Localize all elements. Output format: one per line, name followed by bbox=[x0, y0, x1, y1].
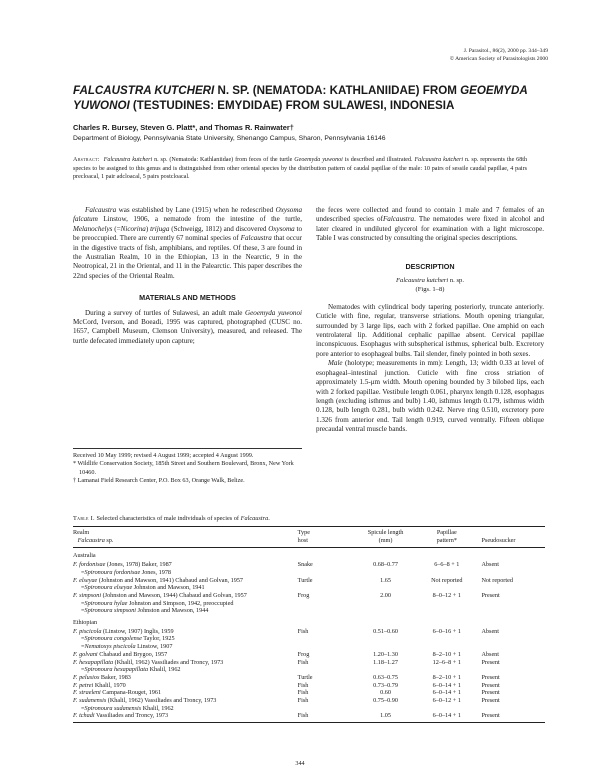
pseudosucker-cell: Not reported bbox=[481, 576, 513, 584]
genus: Nicorina bbox=[120, 224, 146, 233]
species-suffix: n. sp. bbox=[448, 277, 464, 285]
header-pseudosucker: Pseudosucker bbox=[475, 527, 545, 548]
text: . The nematodes were fixed in alcohol and later cleared in undiluted glycerol for examination with a light microscope. Table I was constructed by consulting the original species descriptions. bbox=[316, 215, 545, 243]
spicule-cell: 0.51–0.60 bbox=[373, 627, 398, 635]
genus: Oxysoma bbox=[268, 224, 295, 233]
synonym-author: Linstow, 1907 bbox=[135, 643, 173, 651]
figure-ref: (Figs. 1–8) bbox=[415, 286, 445, 294]
species: trijuga bbox=[150, 224, 170, 233]
pseudosucker-cell: Absent bbox=[481, 627, 499, 635]
header-genus: Falcaustra bbox=[77, 536, 105, 544]
realm-row bbox=[73, 615, 545, 628]
text: ) bbox=[145, 224, 151, 233]
title-host: GEOEMYDA YUWONOI bbox=[73, 84, 528, 112]
host-cell: Frog bbox=[297, 591, 310, 599]
species-cell bbox=[73, 697, 298, 705]
authors: Charles R. Bursey, Steven G. Platt*, and Thomas R. Rainwater† bbox=[73, 123, 294, 132]
synonym-eq: = bbox=[81, 643, 85, 651]
methods-continued bbox=[316, 206, 544, 244]
species-name: F. hexapapillata bbox=[73, 658, 114, 666]
methods-cont-text: the feces were collected and found to contain 1 male and 7 females of an undescribed species of bbox=[316, 206, 544, 224]
species-name: F. piscicola bbox=[73, 627, 102, 635]
synonym-eq: = bbox=[81, 607, 85, 615]
citation-line: J. Parasitol., 86(2), 2000 pp. 344–349 bbox=[463, 48, 548, 54]
affiliation: Department of Biology, Pennsylvania State University, Shenango Campus, Sharon, Pennsylvania 16146 bbox=[73, 135, 386, 142]
caption-text: Selected characteristics of male individuals of species of bbox=[94, 515, 241, 522]
host-cell: Turtle bbox=[297, 673, 313, 681]
species-cell bbox=[73, 592, 298, 600]
papillae-cell: 12–6–8 + 1 bbox=[432, 658, 461, 666]
pseudosucker-cell: Absent bbox=[481, 561, 499, 569]
synonym-species: Spironoura hexapapillata bbox=[84, 666, 149, 674]
table-row bbox=[73, 674, 545, 682]
header-papillae bbox=[418, 527, 475, 548]
table-row bbox=[73, 577, 545, 585]
spicule-cell: 0.73–0.79 bbox=[373, 681, 398, 689]
synonym-cell bbox=[73, 635, 545, 643]
text: that occur in the digestive tracts of fish, amphibians, and reptiles. Of these, 3 are found in the Australian Realm, 10 in the Ethiopian, 13 in the Nearctic, 9 in the Neotropical, 21 in the Oriental, and 11 in the Palearctic. This paper describes the 22nd species of the Oriental Realm. bbox=[73, 234, 302, 280]
table-caption bbox=[73, 515, 543, 522]
species-name: Falcaustra kutcheri bbox=[396, 277, 449, 285]
table-row bbox=[73, 682, 545, 690]
text: (= bbox=[112, 224, 121, 233]
title-text-1: N. SP. (NEMATODA: KATHLANIIDAE) FROM bbox=[214, 84, 461, 97]
spicule-cell: 1.20–1.30 bbox=[373, 650, 398, 658]
copyright-line: © American Society of Parasitologists 2000 bbox=[449, 56, 548, 62]
footnote-1: * Wildlife Conservation Society, 185th Street and Southern Boulevard, Bronx, New York 10460. bbox=[73, 460, 294, 476]
male-paragraph bbox=[316, 359, 544, 434]
species-name: F. golvani bbox=[73, 650, 98, 658]
species-name: F. straeleni bbox=[73, 689, 101, 697]
synonym-author: Khalil, 1962 bbox=[148, 666, 181, 674]
abstract-species: Falcaustra kutcheri bbox=[103, 157, 153, 163]
footnotes bbox=[73, 448, 302, 485]
synonym-row bbox=[73, 600, 545, 608]
papillae-cell: 6–0–14 + 1 bbox=[418, 712, 475, 722]
species-heading bbox=[316, 276, 544, 285]
host-cell: Turtle bbox=[297, 576, 313, 584]
description-paragraph: Nematodes with cylindrical body tapering posteriorly, truncate anteriorly. Cuticle with fine, regular, transverse striations. Mouth opening triangular, surrounded by 3 large lips, each with 2 forked papillae. One amphid on each ventrolateral lip. Additional cephalic papillae absent. Cervical papillae inconspicuous. Esophagus with subspherical isthmus, spherical bulb. Excretory pore anterior to esophageal bulbs. Tail slender, finely pointed in both sexes. bbox=[316, 302, 544, 358]
text: During a survey of turtles of Sulawesi, an adult male bbox=[85, 308, 245, 317]
species-cell bbox=[73, 712, 298, 722]
table-row bbox=[73, 628, 545, 636]
header-papillae-label: Papillae bbox=[436, 529, 457, 536]
synonym-cell bbox=[73, 643, 545, 651]
synonym-row bbox=[73, 705, 545, 713]
text: Linstow, 1906, a nematode from the intestine of the turtle, bbox=[97, 215, 302, 224]
spicule-cell: 0.75–0.90 bbox=[373, 697, 398, 705]
pseudosucker-cell: Present bbox=[481, 697, 500, 705]
description-heading: DESCRIPTION bbox=[405, 261, 455, 271]
spicule-cell: 1.18–1.27 bbox=[373, 658, 398, 666]
species-author: Vassiliades and Troncy, 1973 bbox=[94, 712, 169, 720]
table-row bbox=[73, 689, 545, 697]
species: Oxysoma falcatum bbox=[73, 206, 302, 224]
synonym-author: Jones, 1978 bbox=[140, 568, 172, 576]
spicule-cell: 2.00 bbox=[380, 591, 391, 599]
table-row bbox=[73, 697, 545, 705]
caption-genus: Falcaustra bbox=[240, 515, 269, 522]
methods-heading: MATERIALS AND METHODS bbox=[139, 293, 236, 303]
pseudosucker-cell: Present bbox=[475, 712, 545, 722]
species-table bbox=[73, 526, 545, 723]
received-note: Received 10 May 1999; revised 4 August 1999; accepted 4 August 1999. bbox=[73, 452, 254, 459]
footnote-2: † Lamanai Field Research Center, P.O. Box 63, Orange Walk, Belize. bbox=[73, 476, 245, 484]
synonym-species: Spironoura hylae bbox=[84, 599, 128, 607]
papillae-cell: 6–6–8 + 1 bbox=[434, 561, 460, 569]
abstract-host: Geoemyda yuwonoi bbox=[294, 157, 343, 163]
abstract-text: is described and illustrated. bbox=[342, 157, 415, 163]
pseudosucker-cell: Present bbox=[481, 689, 500, 697]
right-column bbox=[316, 206, 544, 435]
species-author: (Khalil, 1962) Vassiliades and Troncy, 1973 bbox=[113, 658, 224, 666]
realm-row bbox=[73, 548, 545, 561]
left-column bbox=[73, 206, 302, 346]
synonym-species: Spironoura elseyae bbox=[84, 584, 133, 592]
papillae-cell: 6–0–12 + 1 bbox=[432, 697, 461, 705]
genus: Falcaustra bbox=[85, 206, 117, 214]
text: McCord, Iverson, and Boeadi, 1995 was captured, photographed (CUSC no. 1657, Campbell Museum, Clemson University), measured, and released. The turtle defecated immediately upon capture; bbox=[73, 318, 302, 345]
papillae-cell: Not reported bbox=[431, 576, 463, 584]
caption-end: . bbox=[268, 515, 270, 522]
species-author: (Jones, 1978) Baker, 1987 bbox=[105, 561, 172, 569]
header-pattern: pattern* bbox=[436, 536, 457, 544]
genus: Falcaustra bbox=[382, 215, 415, 224]
genus: Melanochelys bbox=[73, 224, 113, 233]
papillae-cell: 8–2–10 + 1 bbox=[432, 650, 461, 658]
text: (holotype; measurements in mm): Length, 13; width 0.33 at level of esophageal–intestinal junction. Cuticle with fine cross striation of approximately 1.5-μm width. Mouth opening bounded by 3 bilobed lips, each with 2 forked papillae. Vestibule length 0.061, pharynx length 0.128, esophagus length (excluding isthmus and bulb) 1.40, isthmus length 0.179, isthmus width 0.128, bulb length 0.281, bulb width 0.242. Nerve ring 0.510, excretory pore 1.326 from anterior end. Tail length 0.919, curved ventrally. Fifteen oblique precaudal ventral muscle bands. bbox=[316, 359, 544, 434]
species: Geoemyda yuwonoi bbox=[245, 308, 302, 317]
species-name: F. sudanensis bbox=[73, 697, 107, 705]
species-name: F. tchadi bbox=[73, 712, 95, 720]
synonym-cell bbox=[73, 600, 545, 608]
synonym-cell bbox=[73, 584, 545, 592]
synonym-author: Johnston and Mawson, 1941 bbox=[132, 584, 205, 592]
synonym-author: Taylor, 1925 bbox=[141, 635, 175, 643]
abstract bbox=[73, 156, 527, 182]
pseudosucker-cell: Present bbox=[481, 591, 500, 599]
journal-citation bbox=[450, 47, 548, 63]
species-cell bbox=[73, 577, 298, 585]
table-label: Table I. bbox=[73, 515, 95, 522]
species-author: Campana-Rouget, 1961 bbox=[100, 689, 162, 697]
species-name: F. fordonisae bbox=[73, 561, 106, 569]
synonym-eq: = bbox=[81, 704, 85, 712]
papillae-cell: 8–0–12 + 1 bbox=[432, 591, 461, 599]
papillae-cell: 6–0–14 + 1 bbox=[432, 681, 461, 689]
synonym-cell bbox=[73, 569, 545, 577]
host-cell: Fish bbox=[297, 627, 309, 635]
text: (Schweigg, 1812) and discovered bbox=[169, 224, 269, 233]
synonym-row bbox=[73, 643, 545, 651]
spicule-cell: 0.63–0.75 bbox=[373, 673, 398, 681]
synonym-eq: = bbox=[81, 599, 85, 607]
synonym-cell bbox=[73, 705, 545, 713]
genus: Falcaustra bbox=[240, 234, 272, 243]
text: to be preoccupied. There are currently 67 nominal species of bbox=[73, 224, 303, 243]
synonym-row bbox=[73, 584, 545, 592]
page-number: 344 bbox=[295, 760, 305, 767]
synonym-species: Spironoura simpsoni bbox=[84, 607, 137, 615]
abstract-text: n. sp. represents the 68th species to be assigned to this genus and is distinguished from other oriental species by the distribution pattern of caudal papillae of the male: 10 pairs of sessile caudal papillae, 4 pairs precloacal, 1 pair adcloacal, 5 pairs postcloacal. bbox=[73, 157, 528, 180]
species-cell bbox=[73, 674, 298, 682]
spicule-cell: 1.05 bbox=[353, 712, 418, 722]
species-author: Chabaud and Brygoo, 1957 bbox=[97, 650, 168, 658]
header-type: Type bbox=[297, 529, 310, 536]
host-cell: Fish bbox=[297, 697, 309, 705]
spicule-cell: 1.65 bbox=[380, 576, 391, 584]
header-host bbox=[298, 527, 353, 548]
synonym-eq: = bbox=[81, 584, 85, 592]
header-sp: sp. bbox=[104, 536, 114, 544]
abstract-species: Falcaustra kutcheri bbox=[414, 157, 464, 163]
pseudosucker-cell: Present bbox=[481, 658, 500, 666]
header-host-label: host bbox=[297, 536, 308, 544]
synonym-author: Khalil, 1962 bbox=[141, 704, 174, 712]
species-cell bbox=[73, 682, 298, 690]
species-author: (Johnston and Mawson, 1941) Chabaud and Golvan, 1957 bbox=[97, 576, 244, 584]
species-cell bbox=[73, 561, 298, 569]
synonym-species: Spironoura congolense bbox=[84, 635, 142, 643]
synonym-species: Spironoura sudanensis bbox=[84, 704, 142, 712]
table-row bbox=[73, 659, 545, 667]
realm-label: Ethiopian bbox=[73, 619, 98, 627]
synonym-row bbox=[73, 607, 545, 615]
species-cell bbox=[73, 651, 298, 659]
table-header-row bbox=[73, 527, 545, 548]
host-cell: Snake bbox=[297, 561, 313, 569]
table-row bbox=[73, 561, 545, 569]
host-cell: Fish bbox=[297, 681, 309, 689]
synonym-cell bbox=[73, 607, 545, 615]
synonym-row bbox=[73, 666, 545, 674]
pseudosucker-cell: Absent bbox=[481, 650, 499, 658]
intro-paragraph bbox=[73, 206, 302, 281]
synonym-row bbox=[73, 635, 545, 643]
species-author: (Linstow, 1907) Inglis, 1959 bbox=[101, 627, 174, 635]
pseudosucker-cell: Present bbox=[481, 681, 500, 689]
header-spicule bbox=[353, 527, 418, 548]
species-author: (Khalil, 1962) Vassiliades and Troncy, 1973 bbox=[106, 697, 217, 705]
synonym-eq: = bbox=[81, 635, 85, 643]
synonym-cell bbox=[73, 666, 545, 674]
pseudosucker-cell: Present bbox=[481, 673, 500, 681]
abstract-text: n. sp. (Nematoda: Kathlaniidae) from feces of the turtle bbox=[152, 157, 295, 163]
title-species: FALCAUSTRA KUTCHERI bbox=[73, 84, 215, 97]
spicule-cell: 0.68–0.77 bbox=[373, 561, 398, 569]
species-name: F. elseyae bbox=[73, 576, 98, 584]
species-name: F. petrei bbox=[73, 681, 94, 689]
host-cell: Fish bbox=[298, 712, 353, 722]
synonym-eq: = bbox=[81, 666, 85, 674]
realm-label: Australia bbox=[73, 552, 96, 560]
table-row bbox=[73, 651, 545, 659]
host-cell: Fish bbox=[297, 658, 309, 666]
header-realm-label: Realm bbox=[73, 529, 90, 536]
spicule-cell: 0.60 bbox=[380, 689, 391, 697]
article-title bbox=[73, 83, 543, 113]
species-author: Baker, 1983 bbox=[99, 673, 131, 681]
synonym-author: Johnston and Mawson, 1944 bbox=[136, 607, 209, 615]
papillae-cell: 8–2–10 + 1 bbox=[432, 673, 461, 681]
synonym-species: Nematoxys piscicola bbox=[84, 643, 136, 651]
host-cell: Fish bbox=[297, 689, 309, 697]
table-row bbox=[73, 712, 545, 722]
title-text-2: (TESTUDINES: EMYDIDAE) FROM SULAWESI, INDONESIA bbox=[129, 99, 455, 112]
text: was established by Lane (1915) when he redescribed bbox=[116, 206, 276, 214]
synonym-author: Johnston and Simpson, 1942, preoccupied bbox=[127, 599, 234, 607]
header-realm bbox=[73, 527, 298, 548]
species-cell bbox=[73, 659, 298, 667]
papillae-cell: 6–0–14 + 1 bbox=[432, 689, 461, 697]
papillae-cell: 6–0–16 + 1 bbox=[432, 627, 461, 635]
table-row bbox=[73, 592, 545, 600]
methods-paragraph bbox=[73, 309, 302, 347]
species-author: (Johnston and Mawson, 1944) Chabaud and Golvan, 1957 bbox=[101, 591, 247, 599]
species-cell bbox=[73, 689, 298, 697]
header-spicule-unit: (mm) bbox=[378, 536, 393, 544]
species-name: F. simpsoni bbox=[73, 591, 102, 599]
synonym-species: Spironoura fordonisae bbox=[84, 568, 141, 576]
synonym-eq: = bbox=[81, 568, 85, 576]
synonym-row bbox=[73, 569, 545, 577]
species-name: F. pelusios bbox=[73, 673, 100, 681]
abstract-label: Abstract: bbox=[73, 157, 100, 163]
header-spicule-label: Spicule length bbox=[367, 529, 404, 536]
host-cell: Frog bbox=[297, 650, 310, 658]
species-author: Khalil, 1970 bbox=[93, 681, 126, 689]
sex-label: Male bbox=[328, 359, 343, 368]
species-cell bbox=[73, 628, 298, 636]
